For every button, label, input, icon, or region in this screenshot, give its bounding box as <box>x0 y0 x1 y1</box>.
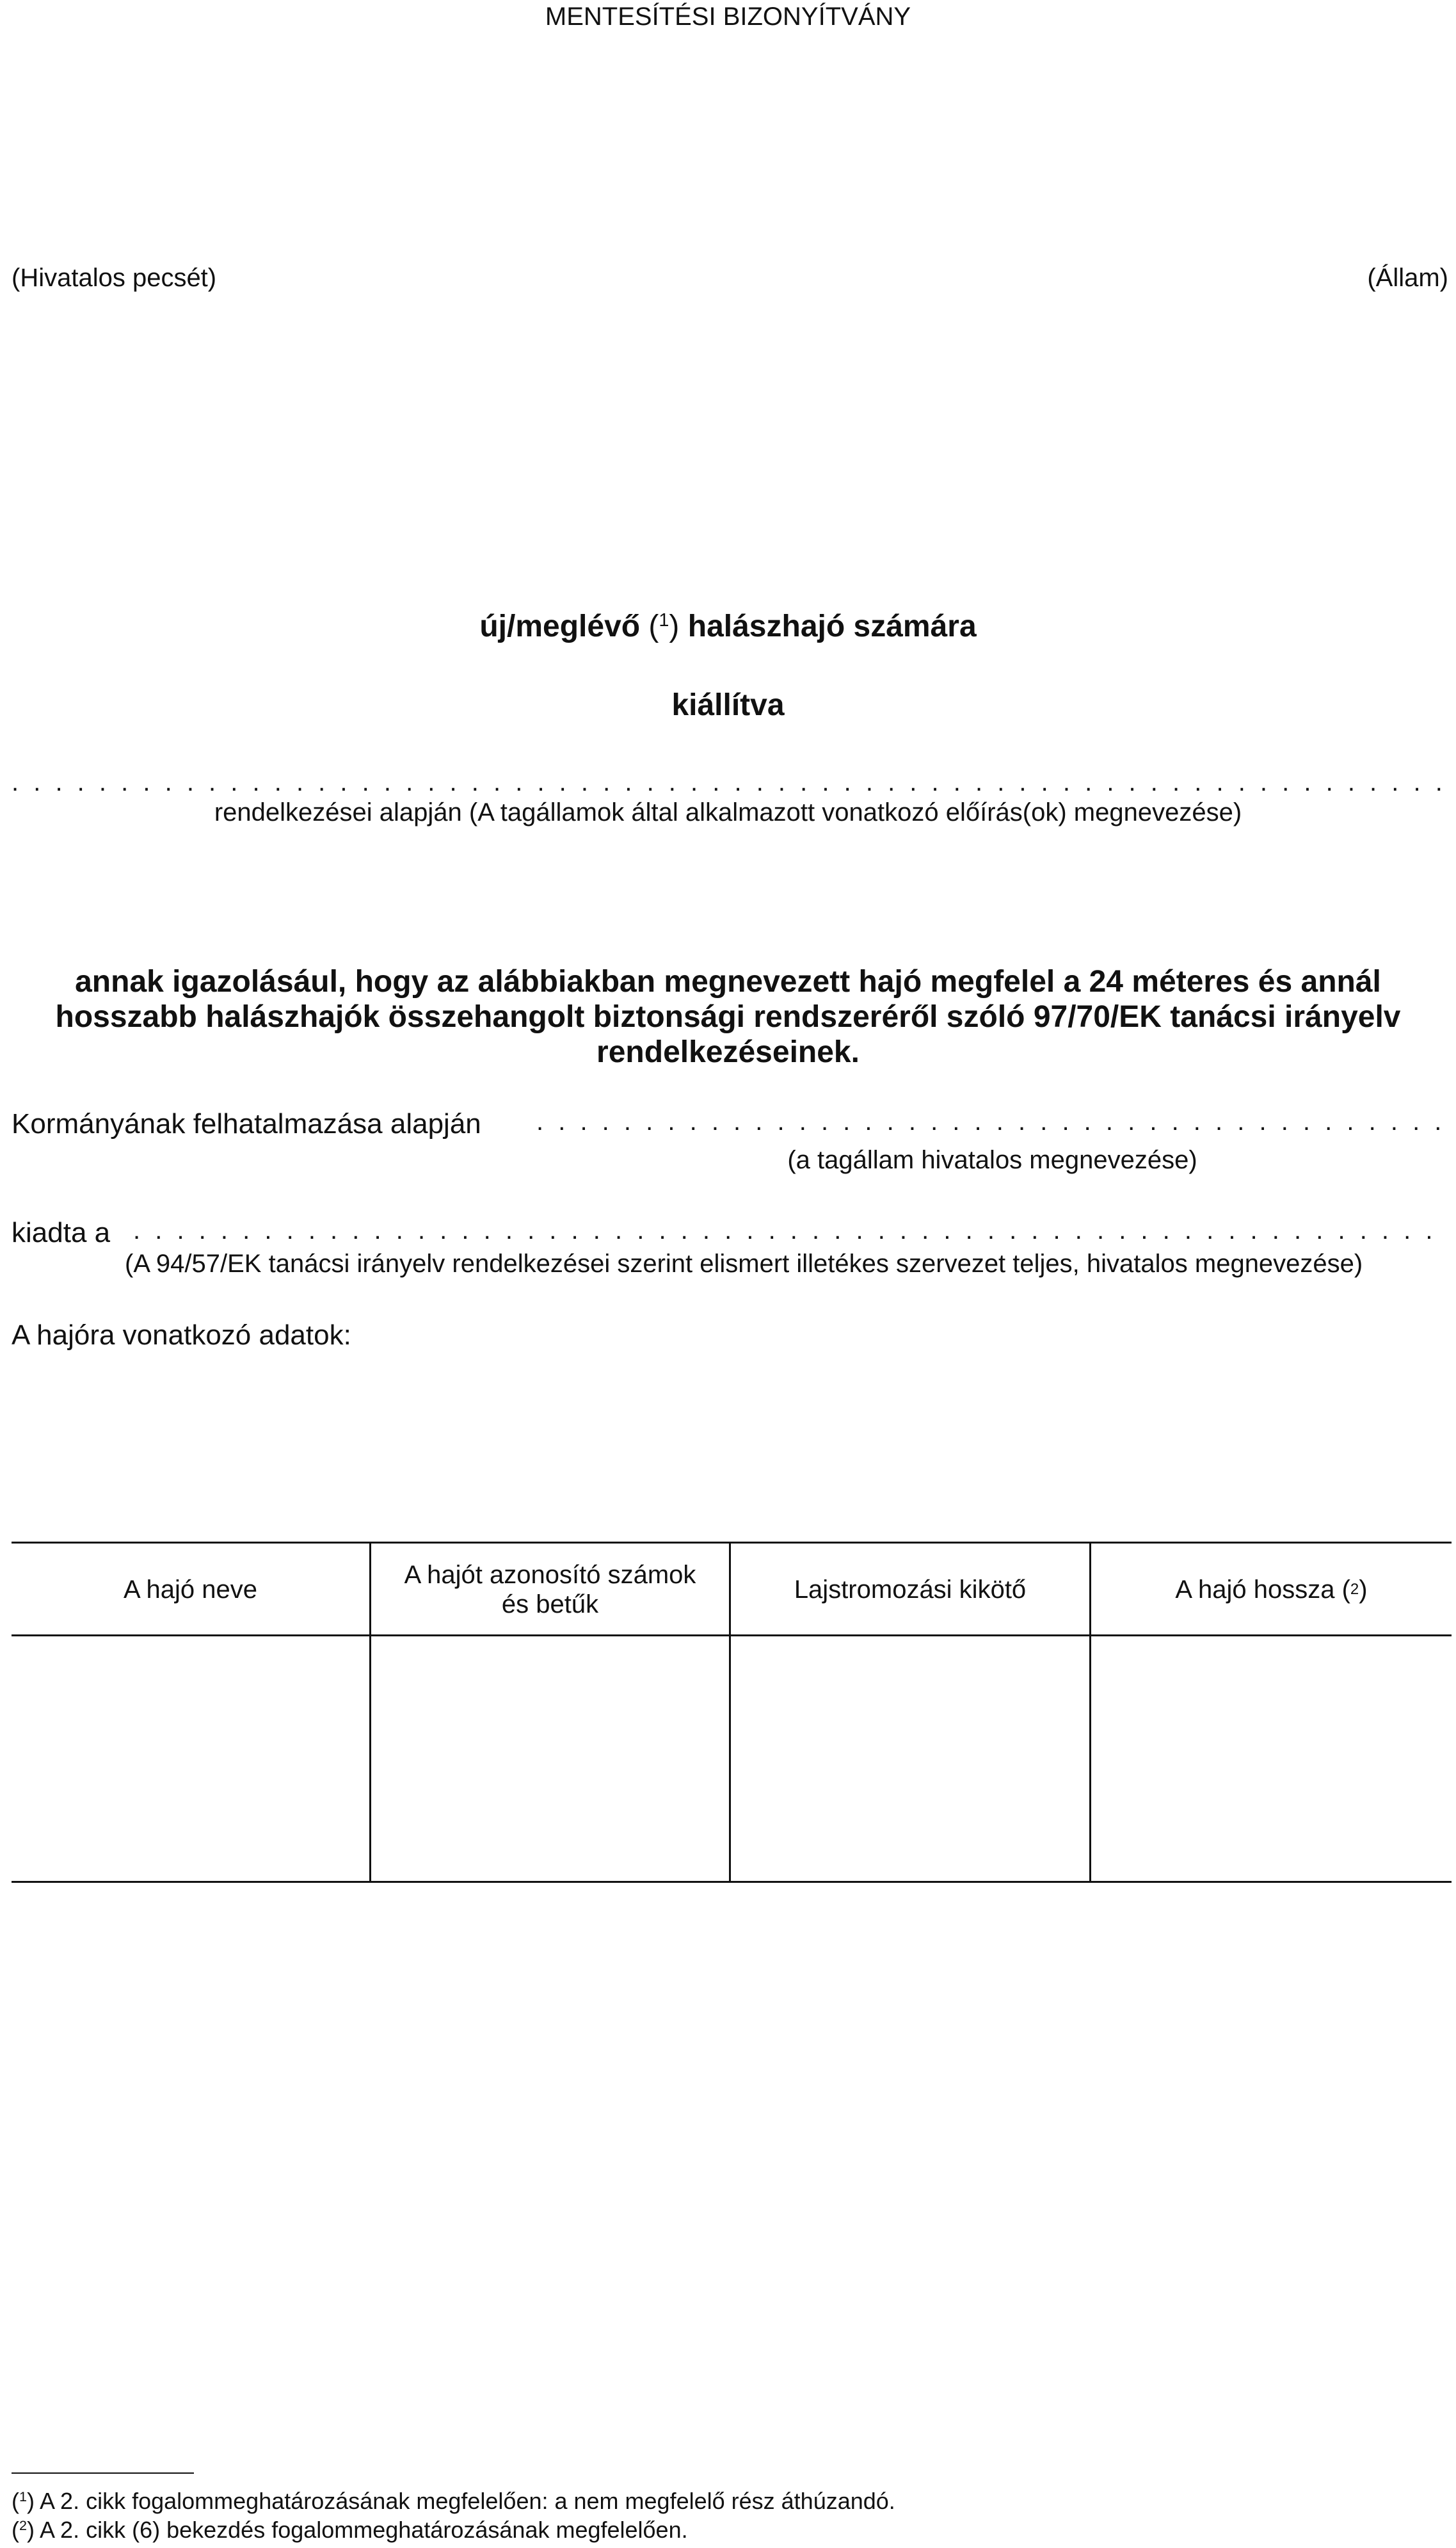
table-bottom-rule <box>12 1881 1452 1883</box>
page-title: MENTESÍTÉSI BIZONYÍTVÁNY <box>545 3 911 31</box>
column-header-identification <box>371 1543 729 1636</box>
official-seal-label: (Hivatalos pecsét) <box>12 264 217 292</box>
statement-line-3: rendelkezéseinek. <box>596 1035 860 1069</box>
footnote-ref-1: 1 <box>659 610 669 631</box>
issuer-fill-line <box>133 1216 1448 1246</box>
vessel-type: halászhajó számára <box>687 609 977 643</box>
vessel-length-label: A hajó hossza <box>1175 1575 1335 1604</box>
column-header-vessel-length: A hajó hossza ( 2 ) <box>1175 1575 1368 1604</box>
footnote-1-text: A 2. cikk fogalommeghatározásának megfelelően: a nem megfelelő rész áthúzandó. <box>40 2488 895 2514</box>
regulation-caption: rendelkezései alapján (A tagállamok által alkalmazott vonatkozó előírás(ok) megnevezése) <box>214 798 1242 826</box>
authority-label: Kormányának felhatalmazása alapján <box>12 1108 481 1140</box>
footnote-separator <box>12 2472 194 2474</box>
footnote-1: ($^1$) A 2. cikk fogalommeghatározásának megfelelően: a nem megfelelő rész áthúzandó. <box>12 2488 895 2514</box>
column-header-port-of-registry: Lajstromozási kikötő <box>794 1575 1027 1604</box>
vessel-data-heading: A hajóra vonatkozó adatok: <box>12 1319 351 1351</box>
authority-fill-line <box>536 1108 1448 1137</box>
issued-for-line: új/meglévő ($^1$) halászhajó számára <box>479 609 977 643</box>
footnote-2-text: A 2. cikk (6) bekezdés fogalommeghatározásának megfelelően. <box>40 2517 688 2543</box>
footnote-2: ($^2$) A 2. cikk (6) bekezdés fogalommeghatározásának megfelelően. <box>12 2517 688 2543</box>
issued-label: kiállítva <box>671 688 785 722</box>
authority-caption: (a tagállam hivatalos megnevezése) <box>787 1146 1197 1174</box>
regulation-fill-line <box>12 768 1448 796</box>
column-header-identification-line2: és betűk <box>501 1590 599 1618</box>
column-header-vessel-name: A hajó neve <box>123 1575 258 1604</box>
statement-line-2: hosszabb halászhajók összehangolt biztonsági rendszeréről szóló 97/70/EK tanácsi irányelv <box>55 1000 1401 1034</box>
statement-line-1: annak igazolásául, hogy az alábbiakban megnevezett hajó megfelel a 24 méteres és annál <box>75 965 1381 999</box>
issuer-caption: (A 94/57/EK tanácsi irányelv rendelkezései szerint elismert illetékes szervezet teljes, hivatalos megnevezése) <box>125 1250 1363 1278</box>
column-header-identification-line1: A hajót azonosító számok <box>404 1560 696 1589</box>
footnote-2-number: 2 <box>19 2517 28 2534</box>
issuer-label: kiadta a <box>12 1217 111 1248</box>
footnote-1-number: 1 <box>19 2488 28 2505</box>
vessel-status: új/meglévő <box>479 609 641 643</box>
state-label: (Állam) <box>1367 264 1448 292</box>
